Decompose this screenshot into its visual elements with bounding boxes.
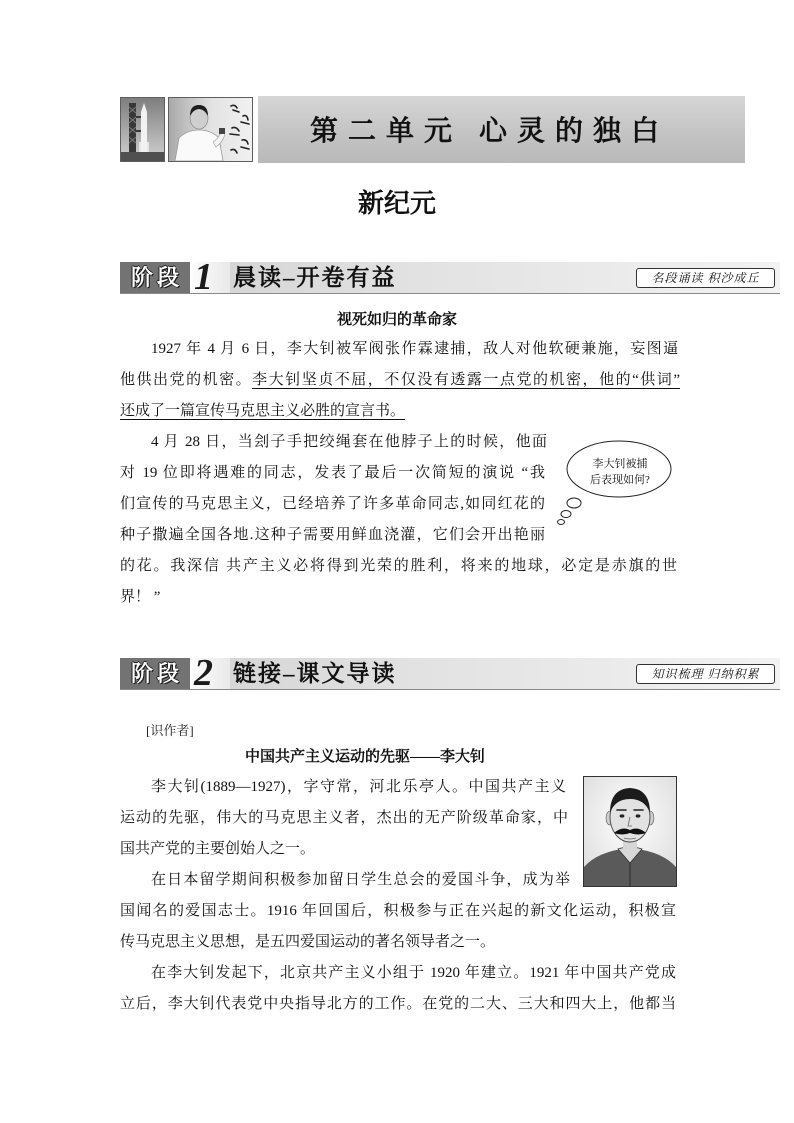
stage-title: 晨读–开卷有益 bbox=[233, 265, 397, 290]
stage-bar-1 bbox=[120, 256, 780, 298]
unit-title: 第二单元 心灵的独白 bbox=[310, 116, 670, 147]
text-line: 国共产党的主要创始人之一。 bbox=[120, 841, 316, 857]
text-line: 的花。我深信 共产主义必将得到光荣的胜利，将来的地球，必定是赤旗的世 bbox=[120, 558, 677, 574]
text-line: 运动的先驱，伟大的马克思主义者，杰出的无产阶级革命家，中 bbox=[120, 810, 568, 826]
portrait-picture bbox=[584, 777, 676, 886]
bubble-dot bbox=[567, 498, 581, 508]
text-line: 1927 年 4 月 6 日，李大钊被军阀张作霖逮捕，敌人对他软硬兼施，妄图逼 bbox=[151, 341, 678, 357]
text-line: 传马克思主义思想，是五四爱国运动的著名领导者之一。 bbox=[120, 934, 496, 950]
text-line: 们宣传的马克思主义，已经培养了许多革命同志,如同红花的 bbox=[120, 496, 545, 512]
text-line: 4 月 28 日，当刽子手把绞绳套在他脖子上的时候，他面 bbox=[151, 434, 547, 450]
stage-tag: 知识梳理 归纳积累 bbox=[636, 664, 775, 684]
portrait-image bbox=[583, 776, 677, 887]
text-line: 国闻名的爱国志士。1916 年回国后，积极参与正在兴起的新文化运动，积极宣 bbox=[120, 903, 676, 919]
text-segment: 他供出党的机密。 bbox=[120, 372, 253, 388]
bubble-text-line: 后表现如何? bbox=[590, 474, 650, 486]
author-label: [识作者] bbox=[146, 723, 194, 738]
text-line: 立后，李大钊代表党中央指导北方的工作。在党的二大、三大和四大上，他都当 bbox=[120, 996, 676, 1012]
speaker-image bbox=[168, 97, 253, 162]
bubble-dot bbox=[558, 520, 565, 525]
rocket-launch-image bbox=[120, 97, 165, 162]
stage-label: 阶段 bbox=[120, 262, 190, 293]
stage-tag: 名段诵读 积沙成丘 bbox=[636, 268, 775, 288]
text-line bbox=[120, 396, 680, 427]
underlined-text: 李大钊坚贞不屈，不仅没有透露一点党的机密，他的“供词” bbox=[252, 372, 680, 388]
bubble-text-line: 李大钊被捕 bbox=[592, 458, 648, 470]
text-line: 在李大钊发起下，北京共产主义小组于 1920 年建立。1921 年中国共产党成 bbox=[151, 965, 676, 981]
speaker-picture bbox=[169, 98, 252, 161]
stage-label: 阶段 bbox=[120, 658, 190, 689]
stage-bar-2 bbox=[120, 652, 780, 694]
text-line: 种子撒遍全国各地.这种子需要用鲜血浇灌，它们会开出艳丽 bbox=[120, 527, 545, 543]
text-line: 李大钊(1889—1927)，字守常，河北乐亭人。中国共产主义 bbox=[151, 779, 566, 795]
text-line bbox=[120, 365, 680, 396]
author-subtitle: 中国共产主义运动的先驱——李大钊 bbox=[244, 749, 485, 765]
stage-title: 链接–课文导读 bbox=[233, 661, 397, 686]
stage-number: 1 bbox=[194, 256, 213, 298]
text-line: 界！ ” bbox=[120, 589, 161, 605]
thought-bubble bbox=[553, 436, 678, 530]
underlined-text: 还成了一篇宣传马克思主义必胜的宣言书。 bbox=[120, 403, 406, 419]
bubble-dot bbox=[561, 511, 571, 518]
rocket-launch-picture bbox=[121, 98, 164, 161]
stage-number: 2 bbox=[194, 652, 213, 694]
reading-subtitle: 视死如归的革命家 bbox=[336, 312, 457, 328]
lesson-title: 新纪元 bbox=[357, 189, 436, 218]
text-line: 在日本留学期间积极参加留日学生总会的爱国斗争，成为举 bbox=[151, 872, 570, 888]
text-line: 对 19 位即将遇难的同志，发表了最后一次简短的演说 “我 bbox=[120, 465, 545, 481]
